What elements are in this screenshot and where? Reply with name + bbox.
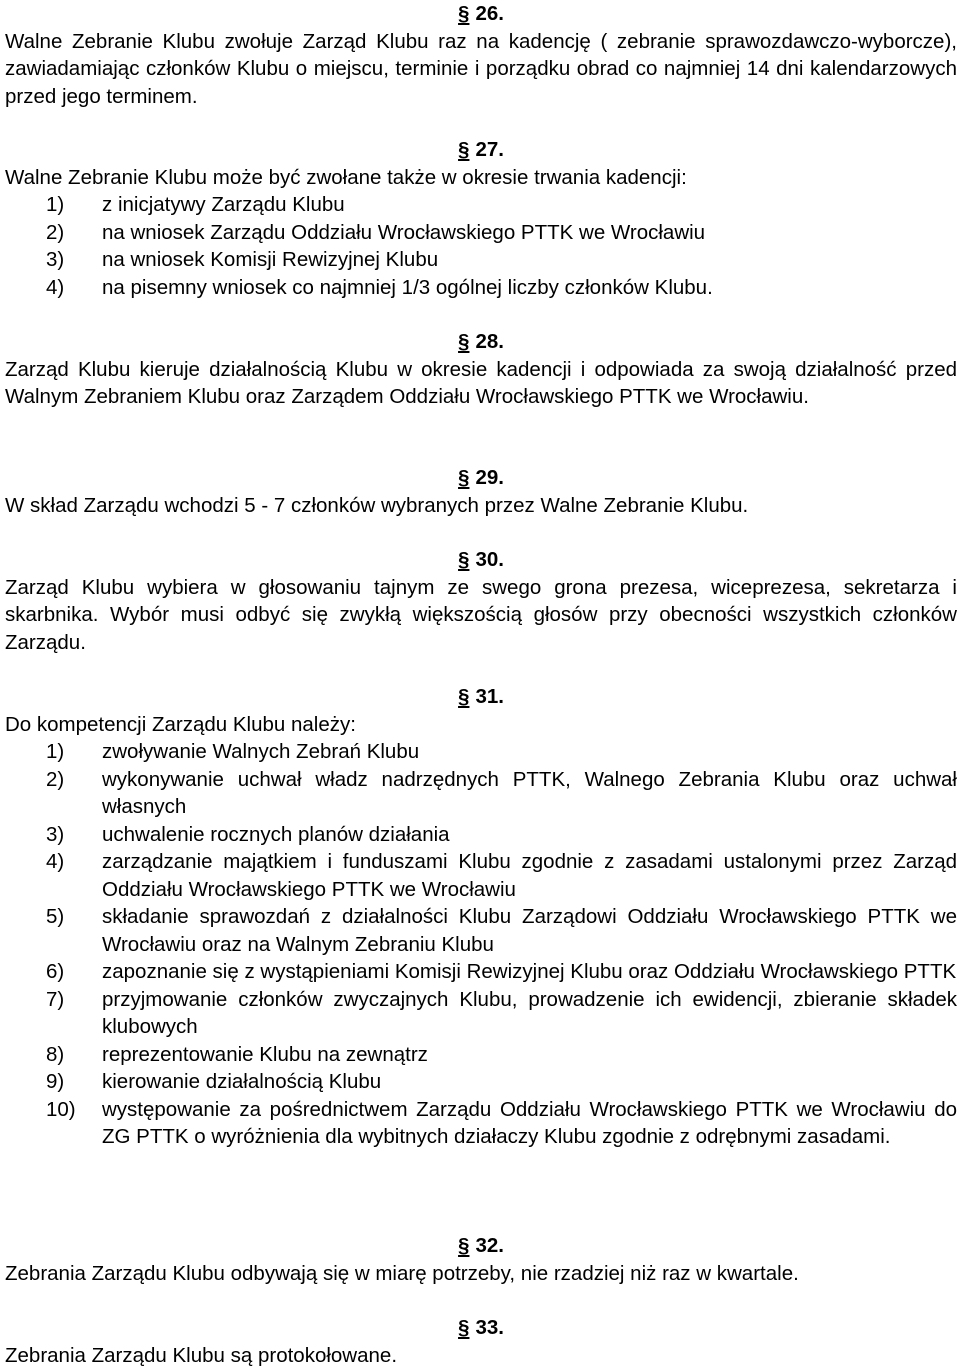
section-heading: [5, 328, 957, 356]
list-item-text: zarządzanie majątkiem i funduszami Klubu zgodnie z zasadami ustalonymi przez Zarząd Oddziału Wrocławskiego PTTK we Wrocławiu: [102, 850, 957, 901]
section-heading: [5, 464, 957, 492]
list-item: [5, 903, 957, 958]
list-item: [5, 219, 957, 247]
section-number: 27.: [475, 138, 504, 161]
list-item: [5, 191, 957, 219]
section-number: 28.: [475, 330, 504, 353]
section-heading: [5, 1232, 957, 1260]
section-heading: [5, 136, 957, 164]
list-item-text: kierowanie działalnością Klubu: [102, 1070, 381, 1093]
section-31: [5, 683, 957, 1151]
paragraph-sign-icon: §: [458, 328, 469, 356]
paragraph-sign-icon: §: [458, 683, 469, 711]
list-item: [5, 821, 957, 849]
list-item: [5, 986, 957, 1041]
list-item-text: na wniosek Komisji Rewizyjnej Klubu: [102, 248, 438, 271]
section-text: W skład Zarządu wchodzi 5 - 7 członków wybranych przez Walne Zebranie Klubu.: [5, 492, 957, 520]
list-item-text: występowanie za pośrednictwem Zarządu Oddziału Wrocławskiego PTTK we Wrocławiu do ZG PTTK o wyróżnienia dla wybitnych działaczy Klubu zgodnie z odrębnymi zasadami.: [102, 1098, 957, 1149]
section-heading: [5, 0, 957, 28]
paragraph-sign-icon: §: [458, 1232, 469, 1260]
list-item: [5, 246, 957, 274]
list-item-number: 1): [46, 738, 64, 766]
list-item-text: wykonywanie uchwał władz nadrzędnych PTTK, Walnego Zebrania Klubu oraz uchwał własnych: [102, 768, 957, 819]
list-item-text: przyjmowanie członków zwyczajnych Klubu, prowadzenie ich ewidencji, zbieranie składek klubowych: [102, 988, 957, 1039]
section-heading: [5, 546, 957, 574]
list-item-text: na wniosek Zarządu Oddziału Wrocławskiego PTTK we Wrocławiu: [102, 221, 705, 244]
paragraph-sign-icon: §: [458, 546, 469, 574]
section-text: Walne Zebranie Klubu zwołuje Zarząd Klubu raz na kadencję ( zebranie sprawozdawczo-wyborcze), zawiadamiając członków Klubu o miejscu, terminie i porządku obrad co najmniej 14 dni kalendarzowych przed jego terminem.: [5, 28, 957, 111]
list-item-number: 3): [46, 821, 64, 849]
list-item-number: 2): [46, 219, 64, 247]
paragraph-sign-icon: §: [458, 1314, 469, 1342]
list-item-number: 4): [46, 274, 64, 302]
paragraph-sign-icon: §: [458, 136, 469, 164]
section-28: [5, 328, 957, 411]
list-item-number: 3): [46, 246, 64, 274]
list-item: [5, 738, 957, 766]
section-33: [5, 1314, 957, 1369]
section-text: Zebrania Zarządu Klubu odbywają się w miarę potrzeby, nie rzadziej niż raz w kwartale.: [5, 1260, 957, 1288]
section-32: [5, 1232, 957, 1287]
list-item-text: zapoznanie się z wystąpieniami Komisji Rewizyjnej Klubu oraz Oddziału Wrocławskiego PTTK: [102, 960, 956, 983]
list-item-number: 1): [46, 191, 64, 219]
list-item-number: 10): [46, 1096, 76, 1124]
list-item-text: uchwalenie rocznych planów działania: [102, 823, 450, 846]
section-number: 32.: [475, 1234, 504, 1257]
list-item-number: 8): [46, 1041, 64, 1069]
section-number: 29.: [475, 466, 504, 489]
section-list: [5, 191, 957, 301]
list-item: [5, 1068, 957, 1096]
list-item: [5, 1096, 957, 1151]
list-item-text: zwoływanie Walnych Zebrań Klubu: [102, 740, 419, 763]
section-29: [5, 464, 957, 519]
list-item: [5, 766, 957, 821]
section-number: 26.: [475, 2, 504, 25]
list-item: [5, 274, 957, 302]
list-item-number: 6): [46, 958, 64, 986]
list-item-number: 2): [46, 766, 64, 794]
list-item-text: z inicjatywy Zarządu Klubu: [102, 193, 345, 216]
section-26: [5, 0, 957, 110]
list-item: [5, 848, 957, 903]
section-heading: [5, 1314, 957, 1342]
section-text: Zarząd Klubu kieruje działalnością Klubu w okresie kadencji i odpowiada za swoją działalność przed Walnym Zebraniem Klubu oraz Zarządem Oddziału Wrocławskiego PTTK we Wrocławiu.: [5, 356, 957, 411]
list-item: [5, 1041, 957, 1069]
paragraph-sign-icon: §: [458, 464, 469, 492]
list-item-text: na pisemny wniosek co najmniej 1/3 ogólnej liczby członków Klubu.: [102, 276, 713, 299]
list-item-number: 4): [46, 848, 64, 876]
list-item-number: 7): [46, 986, 64, 1014]
list-item: [5, 958, 957, 986]
section-heading: [5, 683, 957, 711]
section-27: [5, 136, 957, 301]
list-item-text: reprezentowanie Klubu na zewnątrz: [102, 1043, 428, 1066]
section-list: [5, 738, 957, 1151]
section-number: 33.: [475, 1316, 504, 1339]
section-intro: Walne Zebranie Klubu może być zwołane także w okresie trwania kadencji:: [5, 164, 957, 192]
section-intro: Do kompetencji Zarządu Klubu należy:: [5, 711, 957, 739]
section-text: Zebrania Zarządu Klubu są protokołowane.: [5, 1342, 957, 1369]
list-item-number: 9): [46, 1068, 64, 1096]
section-text: Zarząd Klubu wybiera w głosowaniu tajnym ze swego grona prezesa, wiceprezesa, sekretarza i skarbnika. Wybór musi odbyć się zwykłą większością głosów przy obecności wszystkich członków Zarządu.: [5, 574, 957, 657]
section-number: 31.: [475, 685, 504, 708]
section-30: [5, 546, 957, 656]
list-item-number: 5): [46, 903, 64, 931]
section-number: 30.: [475, 548, 504, 571]
list-item-text: składanie sprawozdań z działalności Klubu Zarządowi Oddziału Wrocławskiego PTTK we Wrocławiu oraz na Walnym Zebraniu Klubu: [102, 905, 957, 956]
paragraph-sign-icon: §: [458, 0, 469, 28]
